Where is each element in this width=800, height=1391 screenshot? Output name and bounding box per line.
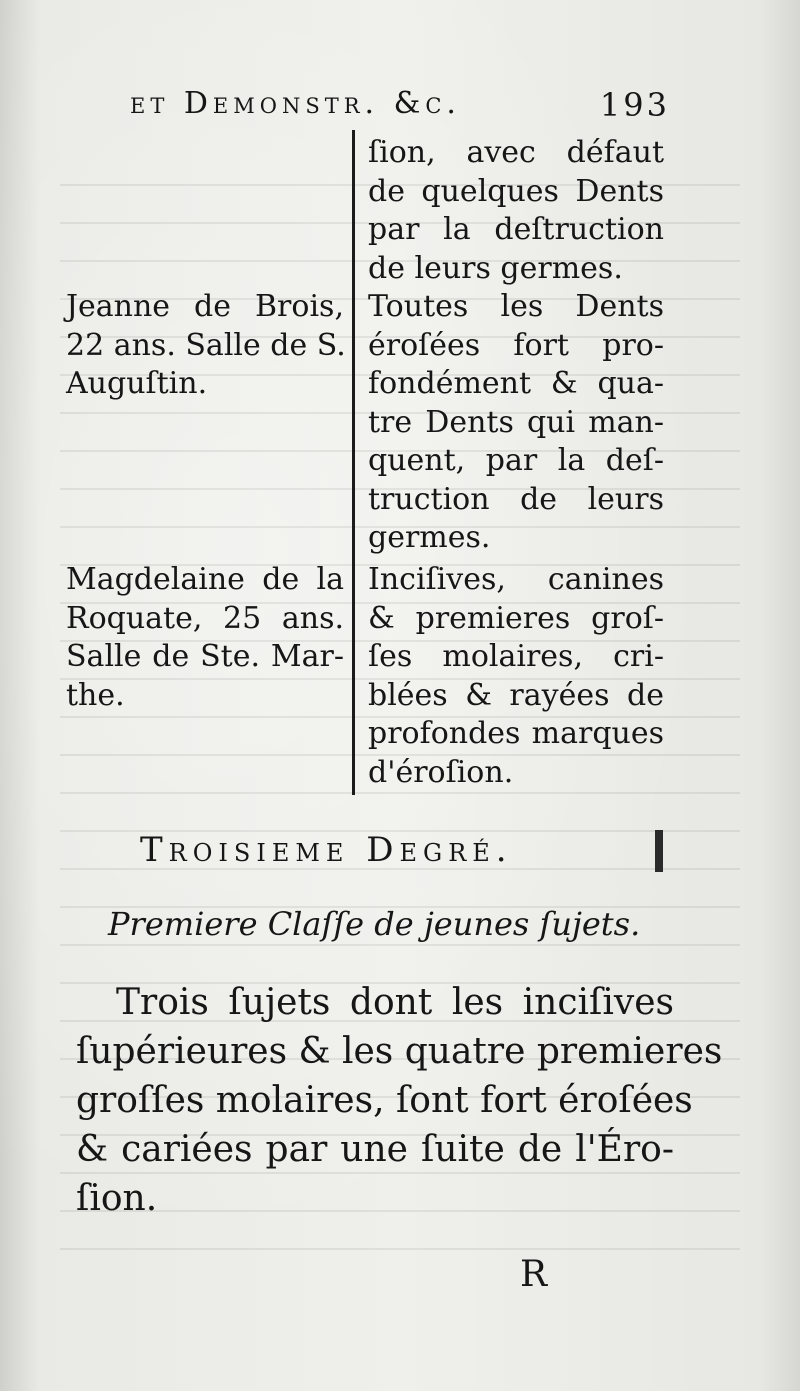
name-line: Jeanne de Brois,: [66, 289, 344, 324]
entry-description: [368, 134, 664, 288]
description-line: ſion, avec défaut: [368, 135, 664, 170]
name-line: Salle de Ste. Mar-: [66, 639, 344, 674]
description-line: par la deſtruction: [368, 212, 664, 247]
running-head: [130, 76, 670, 136]
paragraph-line: ſupérieures & les quatre premieres: [76, 1031, 723, 1072]
description-line: & premieres groſ-: [368, 600, 664, 636]
signature-mark: R: [520, 1254, 548, 1295]
entry-description: [368, 288, 664, 558]
name-line: the.: [66, 677, 125, 713]
entry-description: [368, 561, 664, 792]
name-line: Auguſtin.: [66, 366, 208, 401]
description-line: de leurs germes.: [368, 250, 623, 286]
name-line: 22 ans. Salle de S.: [66, 327, 346, 363]
description-line: d'éroſion.: [368, 754, 514, 790]
description-line: ſes molaires, cri-: [368, 639, 664, 674]
description-line: fondément & qua-: [368, 366, 664, 401]
body-paragraph: [76, 978, 723, 1223]
section-heading: [140, 830, 660, 870]
description-line: germes.: [368, 520, 491, 555]
paragraph-line: Trois ſujets dont les inciſives: [116, 982, 674, 1023]
entry-name: [66, 561, 344, 715]
subheading: Premiere Claſſe de jeunes ſujets.: [108, 905, 641, 943]
heading-bracket-mark: [655, 830, 663, 872]
paragraph-line: groſſes molaires, ſont fort éroſées: [76, 1080, 693, 1121]
paragraph-line: ſion.: [76, 1178, 158, 1219]
name-line: Roquate, 25 ans.: [66, 600, 344, 636]
paragraph-line: & cariées par une ſuite de l'Éro-: [76, 1129, 674, 1170]
description-line: éroſées fort pro-: [368, 327, 664, 363]
section-heading-text: Troisieme Degré.: [140, 830, 513, 870]
description-line: profondes marques: [368, 716, 664, 751]
description-line: tre Dents qui man-: [368, 404, 664, 440]
description-line: quent, par la deſ-: [368, 443, 664, 478]
description-line: de quelques Dents: [368, 173, 664, 209]
column-divider-rule: [352, 130, 355, 795]
description-line: blées & rayées de: [368, 677, 664, 713]
name-line: Magdelaine de la: [66, 562, 344, 597]
description-line: truction de leurs: [368, 481, 664, 517]
page-number: 193: [599, 86, 670, 124]
description-line: Inciſives, canines: [368, 562, 664, 597]
running-head-title: et Demonstr. &c.: [130, 86, 461, 121]
description-line: Toutes les Dents: [368, 289, 664, 324]
entry-name: [66, 288, 344, 404]
